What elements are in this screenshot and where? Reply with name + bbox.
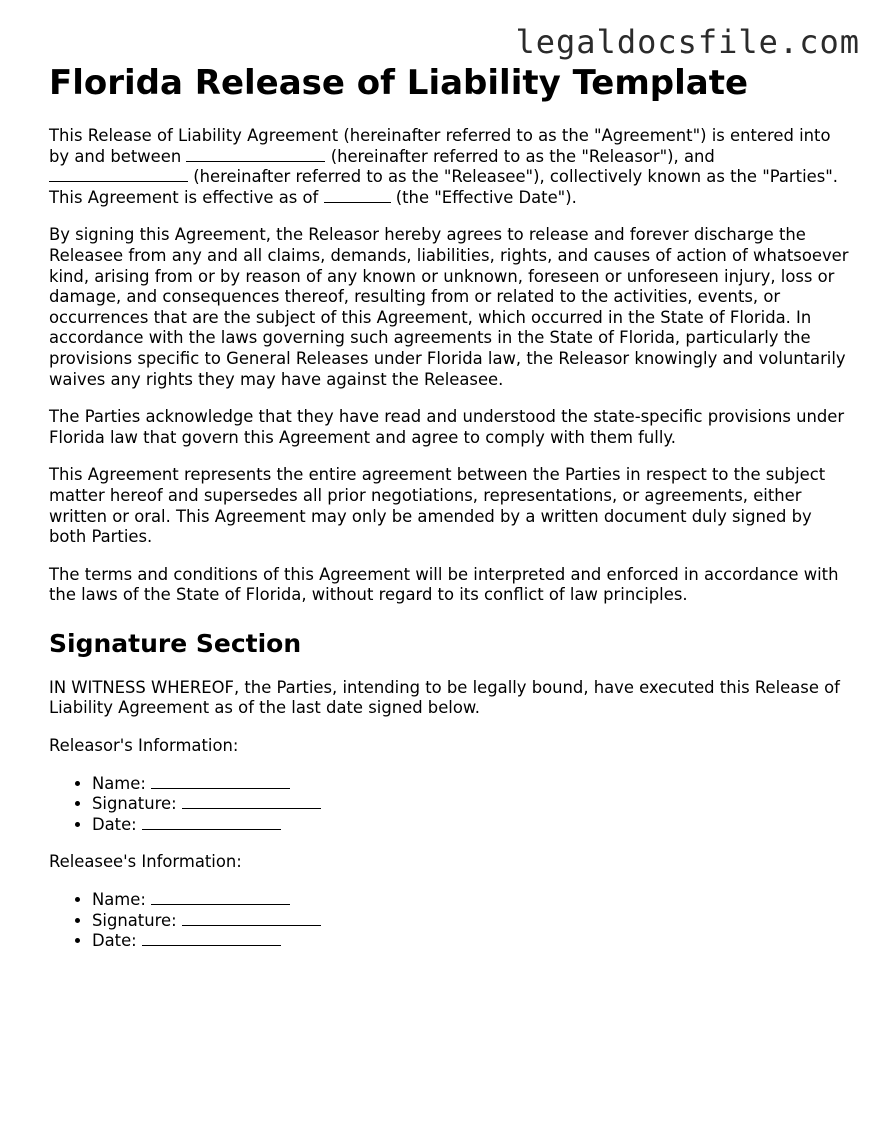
releasee-info-heading: Releasee's Information: — [49, 852, 242, 872]
releasor-signature-field — [92, 794, 849, 815]
field-label: Date: — [92, 814, 137, 834]
intro-paragraph — [49, 126, 849, 208]
field-label: Signature: — [92, 910, 177, 930]
signature-blank — [151, 890, 290, 905]
signature-blank — [142, 815, 281, 830]
releasee-date-field — [92, 931, 849, 952]
governing-law-paragraph: The terms and conditions of this Agreement will be interpreted and enforced in accordance with the laws of the State of Florida, without regard to its conflict of law principles. — [49, 564, 839, 605]
witness-paragraph: IN WITNESS WHEREOF, the Parties, intending to be legally bound, have executed this Release of Liability Agreement as of the last date signed below. — [49, 677, 840, 718]
entire-agreement-paragraph: This Agreement represents the entire agreement between the Parties in respect to the subject matter hereof and supersedes all prior negotiations, representations, or agreements, either written or oral. This Agreement may only be amended by a written document duly signed by both Parties. — [49, 465, 826, 547]
field-label: Name: — [92, 773, 146, 793]
release-paragraph: By signing this Agreement, the Releasor hereby agrees to release and forever discharge the Releasee from any and all claims, demands, liabilities, rights, and causes of action of whatsoever kind, arising from or by reason of any known or unknown, foreseen or unforeseen injury, loss or damage, and consequences thereof, resulting from or related to the activities, events, or occurrences that are the subject of this Agreement, which occurred in the State of Florida. In accordance with the laws governing such agreements in the State of Florida, particularly the provisions specific to General Releases under Florida law, the Releasor knowingly and voluntarily waives any rights they may have against the Releasee. — [49, 225, 849, 389]
field-label: Name: — [92, 890, 146, 910]
intro-text-4: (the "Effective Date"). — [395, 187, 577, 207]
releasor-date-field — [92, 815, 849, 836]
intro-text-2: (hereinafter referred to as the "Releasor"), and — [330, 146, 715, 166]
acknowledgement-paragraph: The Parties acknowledge that they have read and understood the state-specific provisions under Florida law that govern this Agreement and agree to comply with them fully. — [49, 407, 845, 447]
signature-section-heading: Signature Section — [49, 628, 302, 658]
releasee-name-blank — [49, 167, 188, 182]
field-label: Signature: — [92, 794, 177, 814]
field-label: Date: — [92, 931, 137, 951]
document-title: Florida Release of Liability Template — [49, 63, 749, 103]
document-page — [49, 62, 849, 969]
signature-blank — [182, 911, 321, 926]
intro-text-3: (hereinafter referred to as the "Releasee"), collectively known as the "Parties". This Agreement is effective as of — [49, 167, 839, 207]
signature-blank — [142, 931, 281, 946]
effective-date-blank — [324, 188, 391, 203]
watermark-text: legaldocsfile.com — [515, 23, 860, 61]
releasee-fields-list — [49, 890, 849, 952]
releasor-info-heading: Releasor's Information: — [49, 736, 239, 756]
releasor-fields-list — [49, 774, 849, 836]
releasee-name-field — [92, 890, 849, 911]
signature-blank — [151, 774, 290, 789]
releasee-signature-field — [92, 911, 849, 932]
signature-blank — [182, 794, 321, 809]
intro-text-1: This Release of Liability Agreement (hereinafter referred to as the "Agreement") is entered into by and between — [49, 126, 831, 166]
releasor-name-field — [92, 774, 849, 795]
releasor-name-blank — [186, 147, 325, 162]
